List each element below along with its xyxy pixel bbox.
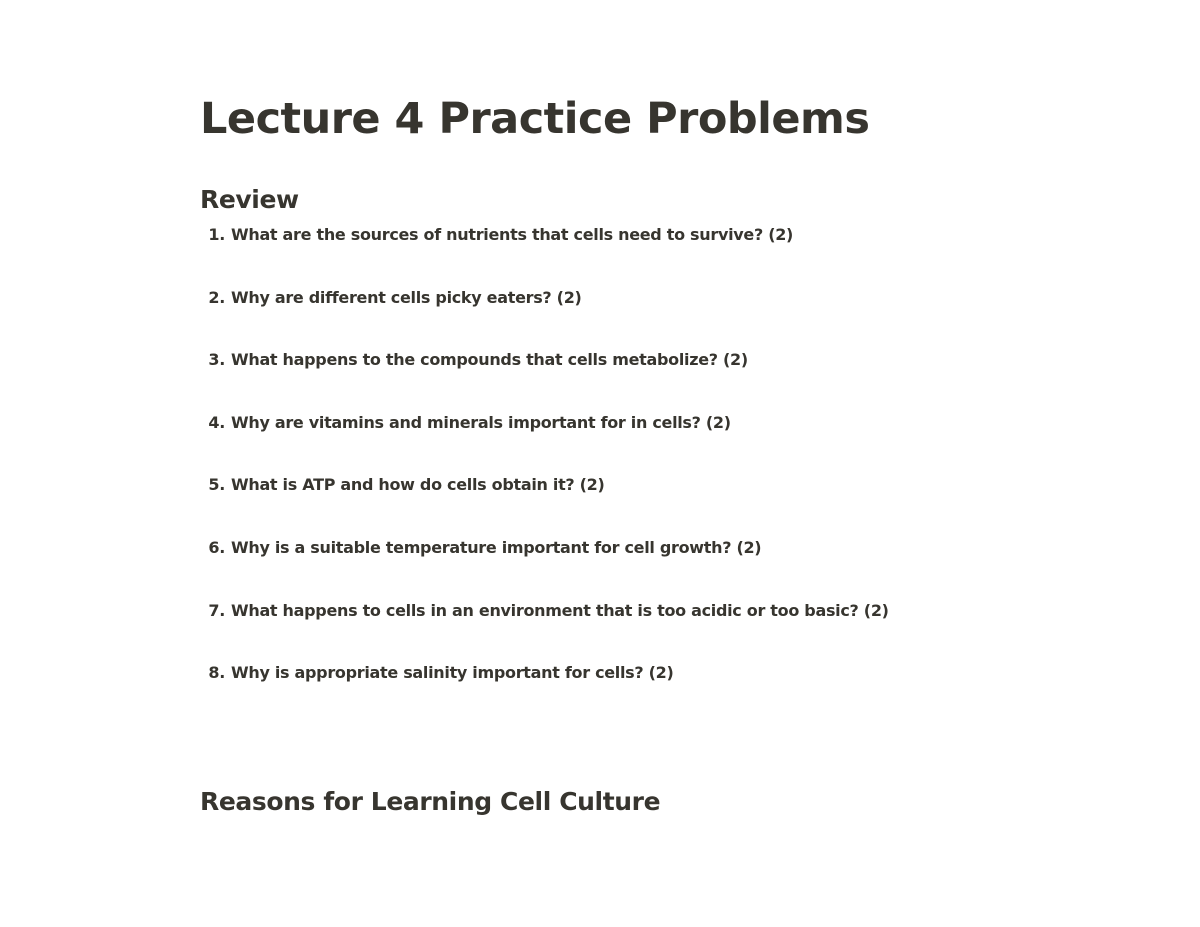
question-text: What happens to the compounds that cells metabolize? (2) [231, 350, 748, 370]
question-text: Why is a suitable temperature important for cell growth? (2) [231, 537, 762, 557]
question-number: 4. [208, 412, 225, 432]
question-item [200, 662, 960, 725]
question-number: 6. [208, 537, 225, 557]
question-number: 8. [208, 663, 225, 683]
question-text: What is ATP and how do cells obtain it? (2) [231, 475, 605, 495]
question-text: What happens to cells in an environment that is too acidic or too basic? (2) [231, 600, 889, 620]
question-text: Why are vitamins and minerals important for in cells? (2) [231, 412, 731, 432]
question-text: What are the sources of nutrients that cells need to survive? (2) [231, 225, 794, 244]
question-item [200, 474, 960, 537]
question-item [200, 224, 960, 287]
question-item [200, 412, 960, 475]
question-item [200, 349, 960, 412]
review-heading: Review [200, 185, 299, 214]
question-number: 7. [208, 600, 225, 620]
question-item [200, 537, 960, 600]
question-number: 2. [208, 287, 225, 307]
page-title: Lecture 4 Practice Problems [200, 94, 870, 144]
document-page [200, 90, 960, 819]
question-number: 5. [208, 475, 225, 495]
question-number: 3. [208, 350, 225, 370]
question-item [200, 600, 960, 663]
cell-culture-heading: Reasons for Learning Cell Culture [200, 786, 661, 816]
review-question-list [200, 224, 960, 725]
question-text: Why is appropriate salinity important for cells? (2) [231, 663, 674, 683]
question-item [200, 287, 960, 350]
question-text: Why are different cells picky eaters? (2) [231, 287, 582, 307]
question-number: 1. [208, 225, 225, 244]
